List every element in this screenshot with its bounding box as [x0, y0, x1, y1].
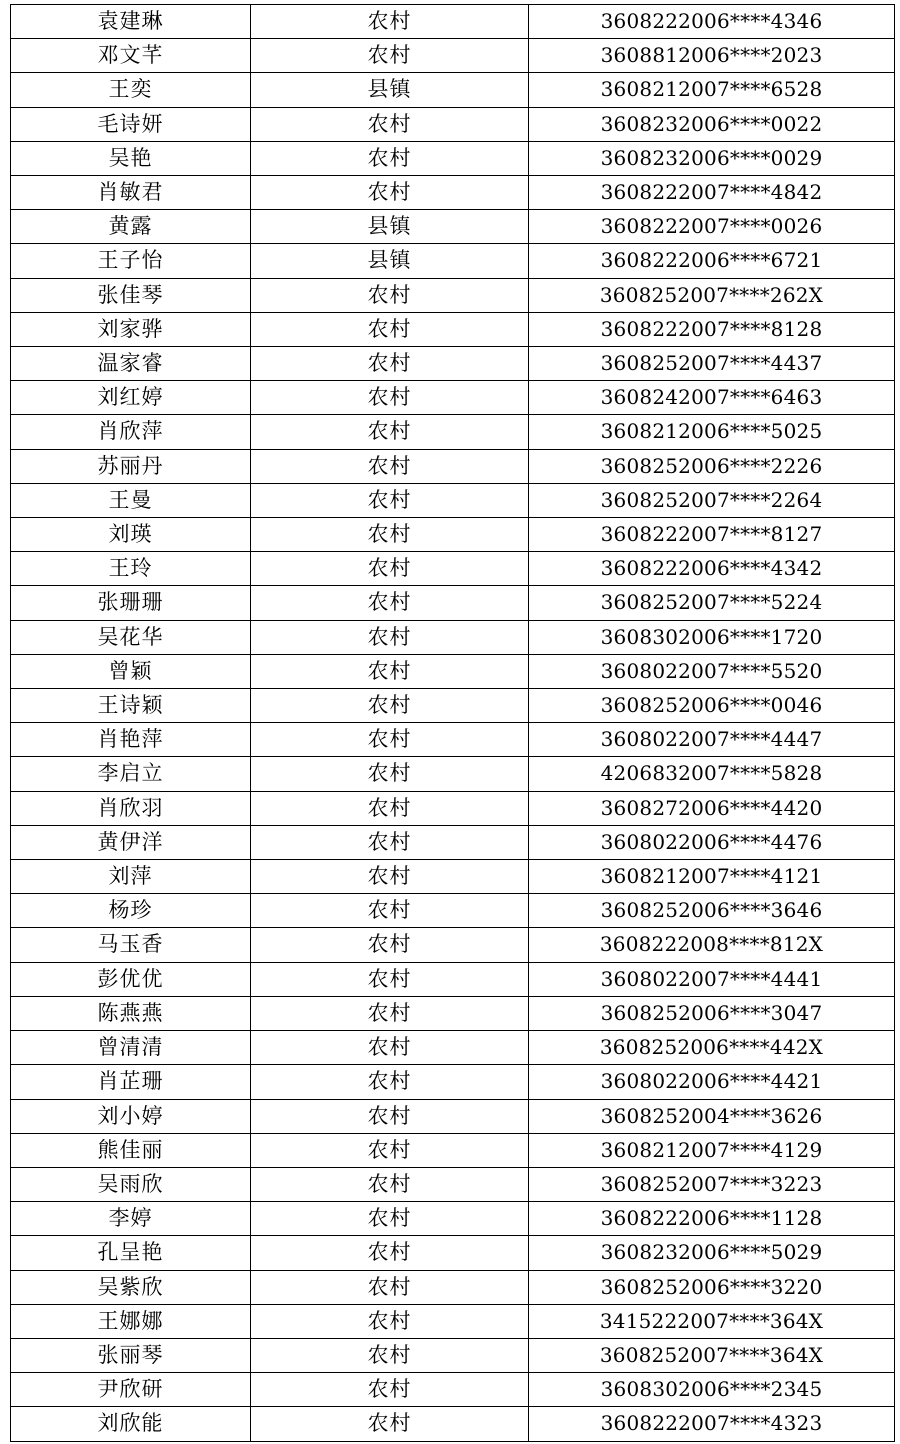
cell-household-type: 农村 [251, 518, 529, 552]
table-row [11, 1133, 895, 1167]
cell-household-type: 农村 [251, 1338, 529, 1372]
cell-id-number: 4206832007****5828 [529, 757, 895, 791]
cell-id-number: 3415222007****364X [529, 1304, 895, 1338]
cell-name: 王娜娜 [11, 1304, 251, 1338]
table-row [11, 1202, 895, 1236]
cell-name: 孔呈艳 [11, 1236, 251, 1270]
table-row [11, 1065, 895, 1099]
table-row [11, 483, 895, 517]
table-row [11, 107, 895, 141]
cell-name: 刘红婷 [11, 381, 251, 415]
cell-household-type: 农村 [251, 5, 529, 39]
cell-household-type: 农村 [251, 483, 529, 517]
cell-name: 邓文芊 [11, 39, 251, 73]
cell-household-type: 农村 [251, 654, 529, 688]
cell-id-number: 3608252007****3223 [529, 1167, 895, 1201]
cell-id-number: 3608302006****1720 [529, 620, 895, 654]
cell-id-number: 3608022006****4476 [529, 825, 895, 859]
table-row [11, 1236, 895, 1270]
cell-id-number: 3608252004****3626 [529, 1099, 895, 1133]
cell-id-number: 3608232006****5029 [529, 1236, 895, 1270]
cell-id-number: 3608252006****442X [529, 1031, 895, 1065]
table-row [11, 278, 895, 312]
cell-name: 熊佳丽 [11, 1133, 251, 1167]
table-row [11, 791, 895, 825]
cell-name: 张珊珊 [11, 586, 251, 620]
table-row [11, 39, 895, 73]
cell-name: 王诗颖 [11, 689, 251, 723]
cell-id-number: 3608252007****2264 [529, 483, 895, 517]
cell-household-type: 农村 [251, 347, 529, 381]
cell-household-type: 农村 [251, 278, 529, 312]
cell-household-type: 县镇 [251, 210, 529, 244]
cell-name: 王子怡 [11, 244, 251, 278]
table-row [11, 5, 895, 39]
cell-name: 王玲 [11, 552, 251, 586]
cell-name: 王曼 [11, 483, 251, 517]
cell-household-type: 农村 [251, 1202, 529, 1236]
cell-household-type: 农村 [251, 723, 529, 757]
cell-name: 刘欣能 [11, 1407, 251, 1441]
table-row [11, 586, 895, 620]
cell-id-number: 3608232006****0029 [529, 141, 895, 175]
cell-id-number: 3608212007****6528 [529, 73, 895, 107]
cell-id-number: 3608222006****1128 [529, 1202, 895, 1236]
cell-name: 黄伊洋 [11, 825, 251, 859]
table-row [11, 1373, 895, 1407]
cell-name: 刘家骅 [11, 312, 251, 346]
table-row [11, 1304, 895, 1338]
cell-household-type: 农村 [251, 962, 529, 996]
cell-household-type: 农村 [251, 552, 529, 586]
cell-id-number: 3608252007****4437 [529, 347, 895, 381]
cell-household-type: 农村 [251, 107, 529, 141]
cell-household-type: 农村 [251, 39, 529, 73]
cell-id-number: 3608222007****4842 [529, 176, 895, 210]
cell-name: 肖敏君 [11, 176, 251, 210]
cell-name: 毛诗妍 [11, 107, 251, 141]
table-row [11, 1270, 895, 1304]
cell-id-number: 3608212007****4129 [529, 1133, 895, 1167]
cell-name: 曾清清 [11, 1031, 251, 1065]
cell-household-type: 农村 [251, 757, 529, 791]
table-row [11, 825, 895, 859]
table-row [11, 244, 895, 278]
table-row [11, 552, 895, 586]
cell-id-number: 3608252007****364X [529, 1338, 895, 1372]
cell-household-type: 农村 [251, 1031, 529, 1065]
cell-id-number: 3608302006****2345 [529, 1373, 895, 1407]
cell-name: 刘瑛 [11, 518, 251, 552]
cell-id-number: 3608022006****4421 [529, 1065, 895, 1099]
table-row [11, 73, 895, 107]
table-row [11, 1407, 895, 1441]
cell-household-type: 农村 [251, 586, 529, 620]
cell-household-type: 农村 [251, 1065, 529, 1099]
cell-household-type: 县镇 [251, 73, 529, 107]
cell-name: 陈燕燕 [11, 996, 251, 1030]
cell-household-type: 农村 [251, 791, 529, 825]
table-row [11, 141, 895, 175]
cell-name: 温家睿 [11, 347, 251, 381]
cell-name: 肖艳萍 [11, 723, 251, 757]
cell-household-type: 农村 [251, 996, 529, 1030]
cell-id-number: 3608222007****0026 [529, 210, 895, 244]
table-row [11, 1031, 895, 1065]
cell-household-type: 农村 [251, 1099, 529, 1133]
cell-id-number: 3608252006****3646 [529, 894, 895, 928]
table-row [11, 894, 895, 928]
cell-household-type: 农村 [251, 1167, 529, 1201]
cell-name: 肖欣羽 [11, 791, 251, 825]
cell-id-number: 3608022007****4441 [529, 962, 895, 996]
table-row [11, 347, 895, 381]
cell-id-number: 3608252006****3220 [529, 1270, 895, 1304]
table-row [11, 996, 895, 1030]
cell-id-number: 3608812006****2023 [529, 39, 895, 73]
cell-household-type: 农村 [251, 928, 529, 962]
cell-household-type: 农村 [251, 860, 529, 894]
cell-household-type: 农村 [251, 312, 529, 346]
cell-id-number: 3608212006****5025 [529, 415, 895, 449]
cell-id-number: 3608272006****4420 [529, 791, 895, 825]
table-row [11, 1338, 895, 1372]
cell-id-number: 3608212007****4121 [529, 860, 895, 894]
table-row [11, 381, 895, 415]
cell-name: 马玉香 [11, 928, 251, 962]
cell-id-number: 3608252007****262X [529, 278, 895, 312]
cell-household-type: 农村 [251, 1304, 529, 1338]
cell-name: 尹欣研 [11, 1373, 251, 1407]
cell-name: 李启立 [11, 757, 251, 791]
cell-household-type: 农村 [251, 1407, 529, 1441]
cell-household-type: 农村 [251, 1373, 529, 1407]
roster-table [10, 4, 895, 1442]
table-row [11, 449, 895, 483]
cell-name: 黄露 [11, 210, 251, 244]
cell-name: 苏丽丹 [11, 449, 251, 483]
table-row [11, 1099, 895, 1133]
table-row [11, 723, 895, 757]
cell-id-number: 3608252006****3047 [529, 996, 895, 1030]
cell-name: 刘小婷 [11, 1099, 251, 1133]
cell-household-type: 农村 [251, 620, 529, 654]
cell-name: 肖芷珊 [11, 1065, 251, 1099]
cell-household-type: 县镇 [251, 244, 529, 278]
cell-id-number: 3608222006****4346 [529, 5, 895, 39]
table-row [11, 176, 895, 210]
cell-household-type: 农村 [251, 825, 529, 859]
cell-household-type: 农村 [251, 415, 529, 449]
cell-id-number: 3608242007****6463 [529, 381, 895, 415]
table-row [11, 689, 895, 723]
cell-household-type: 农村 [251, 894, 529, 928]
table-row [11, 860, 895, 894]
cell-id-number: 3608222008****812X [529, 928, 895, 962]
cell-name: 张丽琴 [11, 1338, 251, 1372]
cell-id-number: 3608022007****4447 [529, 723, 895, 757]
cell-name: 肖欣萍 [11, 415, 251, 449]
table-row [11, 928, 895, 962]
cell-id-number: 3608252006****2226 [529, 449, 895, 483]
cell-id-number: 3608222006****4342 [529, 552, 895, 586]
cell-name: 张佳琴 [11, 278, 251, 312]
cell-id-number: 3608232006****0022 [529, 107, 895, 141]
table-row [11, 415, 895, 449]
table-row [11, 620, 895, 654]
table-row [11, 962, 895, 996]
cell-name: 曾颖 [11, 654, 251, 688]
cell-name: 吴紫欣 [11, 1270, 251, 1304]
cell-name: 彭优优 [11, 962, 251, 996]
table-row [11, 518, 895, 552]
cell-household-type: 农村 [251, 141, 529, 175]
cell-household-type: 农村 [251, 1236, 529, 1270]
cell-household-type: 农村 [251, 449, 529, 483]
cell-name: 王奕 [11, 73, 251, 107]
table-row [11, 1167, 895, 1201]
cell-name: 吴艳 [11, 141, 251, 175]
cell-id-number: 3608252006****0046 [529, 689, 895, 723]
cell-name: 吴雨欣 [11, 1167, 251, 1201]
cell-household-type: 农村 [251, 176, 529, 210]
cell-name: 杨珍 [11, 894, 251, 928]
cell-id-number: 3608222007****8127 [529, 518, 895, 552]
cell-household-type: 农村 [251, 1133, 529, 1167]
cell-name: 李婷 [11, 1202, 251, 1236]
cell-id-number: 3608022007****5520 [529, 654, 895, 688]
cell-id-number: 3608222006****6721 [529, 244, 895, 278]
table-row [11, 312, 895, 346]
cell-household-type: 农村 [251, 689, 529, 723]
cell-id-number: 3608222007****4323 [529, 1407, 895, 1441]
roster-table-body [11, 5, 895, 1442]
cell-id-number: 3608252007****5224 [529, 586, 895, 620]
cell-id-number: 3608222007****8128 [529, 312, 895, 346]
cell-household-type: 农村 [251, 1270, 529, 1304]
table-row [11, 757, 895, 791]
cell-name: 刘萍 [11, 860, 251, 894]
cell-name: 袁建琳 [11, 5, 251, 39]
cell-household-type: 农村 [251, 381, 529, 415]
cell-name: 吴花华 [11, 620, 251, 654]
table-row [11, 210, 895, 244]
table-row [11, 654, 895, 688]
